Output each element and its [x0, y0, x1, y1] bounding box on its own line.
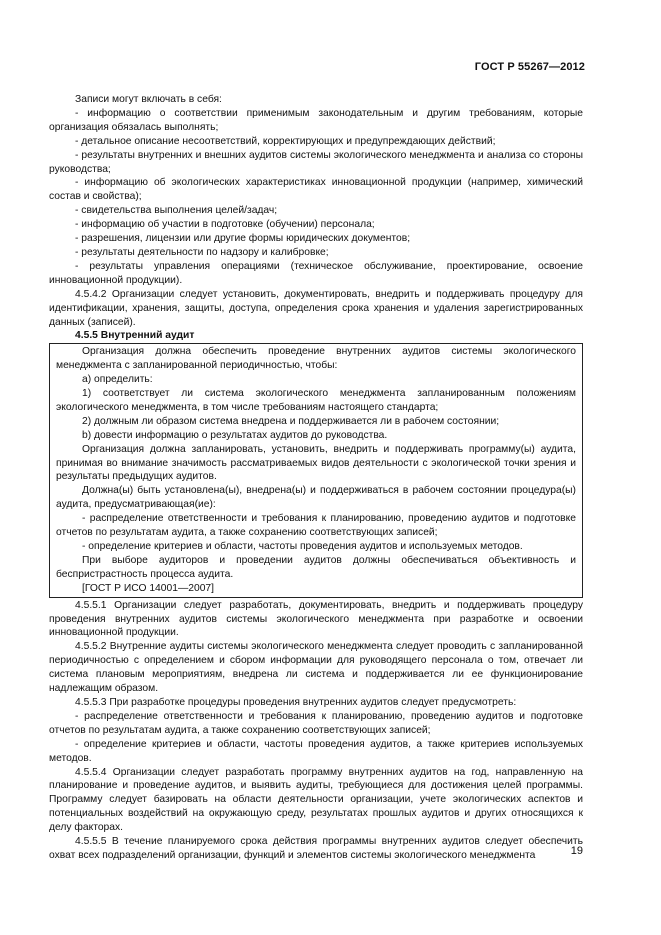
section-heading: 4.5.5 Внутренний аудит — [75, 330, 195, 342]
box-paragraph: Должна(ы) быть установлена(ы), внедрена(ы) и поддерживаться в рабочем состоянии процедура(ы) аудита, предусматривающая(ие): — [56, 485, 576, 511]
body-paragraph: - информацию о соответствии применимым законодательным и другим требованиям, которые организация обязалась выполнять; — [49, 107, 583, 133]
page-number: 19 — [570, 845, 583, 857]
body-paragraph: - разрешения, лицензии или другие формы юридических документов; — [75, 233, 411, 245]
body-paragraph: - распределение ответственности и требования к планированию, проведению аудитов и подготовке отчетов по результатам аудита, а также сохранению соответствующих записей; — [49, 710, 583, 736]
page-body — [49, 93, 583, 863]
body-paragraph: 4.5.5.1 Организации следует разработать, документировать, внедрить и поддерживать процедуру проведения внутренних аудитов системы экологического менеджмента при разработке и освоении инновационной продукции. — [49, 599, 583, 639]
body-paragraph: - результаты внутренних и внешних аудитов системы экологического менеджмента и анализа со стороны руководства; — [49, 149, 583, 175]
standard-code-header: ГОСТ Р 55267—2012 — [474, 61, 585, 73]
box-citation: [ГОСТ Р ИСО 14001—2007] — [82, 582, 215, 594]
body-paragraph: 4.5.5.2 Внутренние аудиты системы экологического менеджмента следует проводить с запланированной периодичностью с определением и сбором информации для руководящего персонала о том, отвечает ли система плановым мероприятиям, внедрена ли система и поддерживается ли ее функционирование надлежащим образом. — [49, 641, 583, 695]
box-paragraph: - определение критериев и области, частоты проведения аудитов и используемых методов. — [82, 541, 523, 552]
body-paragraph: Записи могут включать в себя: — [75, 94, 222, 105]
body-paragraph: - информацию об экологических характеристиках инновационной продукции (например, химический состав и свойства); — [49, 177, 583, 203]
body-paragraph: - свидетельства выполнения целей/задач; — [75, 205, 278, 217]
box-paragraph: Организация должна обеспечить проведение внутренних аудитов системы экологического менеджмента с запланированной периодичностью, чтобы: — [56, 346, 576, 372]
box-paragraph: При выборе аудиторов и проведении аудитов должны обеспечиваться объективность и беспристрастность процесса аудита. — [56, 554, 576, 580]
box-paragraph: - распределение ответственности и требования к планированию, проведению аудитов и подготовке отчетов по результатам аудита, а также сохранению соответствующих записей; — [56, 513, 576, 539]
box-paragraph: 2) должным ли образом система внедрена и поддерживается ли в рабочем состоянии; — [82, 415, 500, 427]
box-paragraph: b) довести информацию о результатах аудитов до руководства. — [82, 429, 388, 441]
box-paragraph: 1) соответствует ли система экологического менеджмента запланированным положениям экологического менеджмента, в том числе требованиям настоящего стандарта; — [56, 388, 576, 413]
body-paragraph: - информацию об участии в подготовке (обучении) персонала; — [75, 219, 375, 231]
box-paragraph: a) определить: — [82, 374, 153, 386]
body-paragraph: - результаты деятельности по надзору и калибровке; — [75, 246, 329, 258]
body-paragraph: 4.5.5.4 Организации следует разработать программу внутренних аудитов на год, направленную на планирование и проведение аудитов, и выявить аудиты, требующиеся для достижения целей программы. Программу следует базировать на области деятельности организации, учете экологических аспектов и потенциальных воздействий на окружающую среду, результатах прошлых аудитов и других относящихся к делу факторах. — [49, 766, 583, 834]
body-paragraph: 4.5.5.5 В течение планируемого срока действия программы внутренних аудитов следует обеспечить охват всех подразделений организации, функций и элементов системы экологического менеджмента — [49, 836, 583, 861]
body-paragraph: - определение критериев и области, частоты проведения аудитов, а также критериев используемых методов. — [49, 738, 583, 764]
box-paragraph: Организация должна запланировать, установить, внедрить и поддерживать программу(ы) аудита, принимая во внимание значимость рассматриваемых видов деятельности с экологической точки зрения и результаты предыдущих аудитов. — [56, 443, 576, 483]
body-paragraph: 4.5.4.2 Организации следует установить, документировать, внедрить и поддерживать процедуру для идентификации, хранения, защиты, доступа, определения срока хранения и удаления зарегистрированных данных (записей). — [49, 288, 583, 328]
body-paragraph: - детальное описание несоответствий, корректирующих и предупреждающих действий; — [75, 135, 496, 147]
body-paragraph: 4.5.5.3 При разработке процедуры проведения внутренних аудитов следует предусмотреть: — [75, 696, 517, 708]
body-paragraph: - результаты управления операциями (техническое обслуживание, проектирование, освоение инновационной продукции). — [49, 260, 583, 286]
quoted-standard-box — [49, 343, 583, 597]
